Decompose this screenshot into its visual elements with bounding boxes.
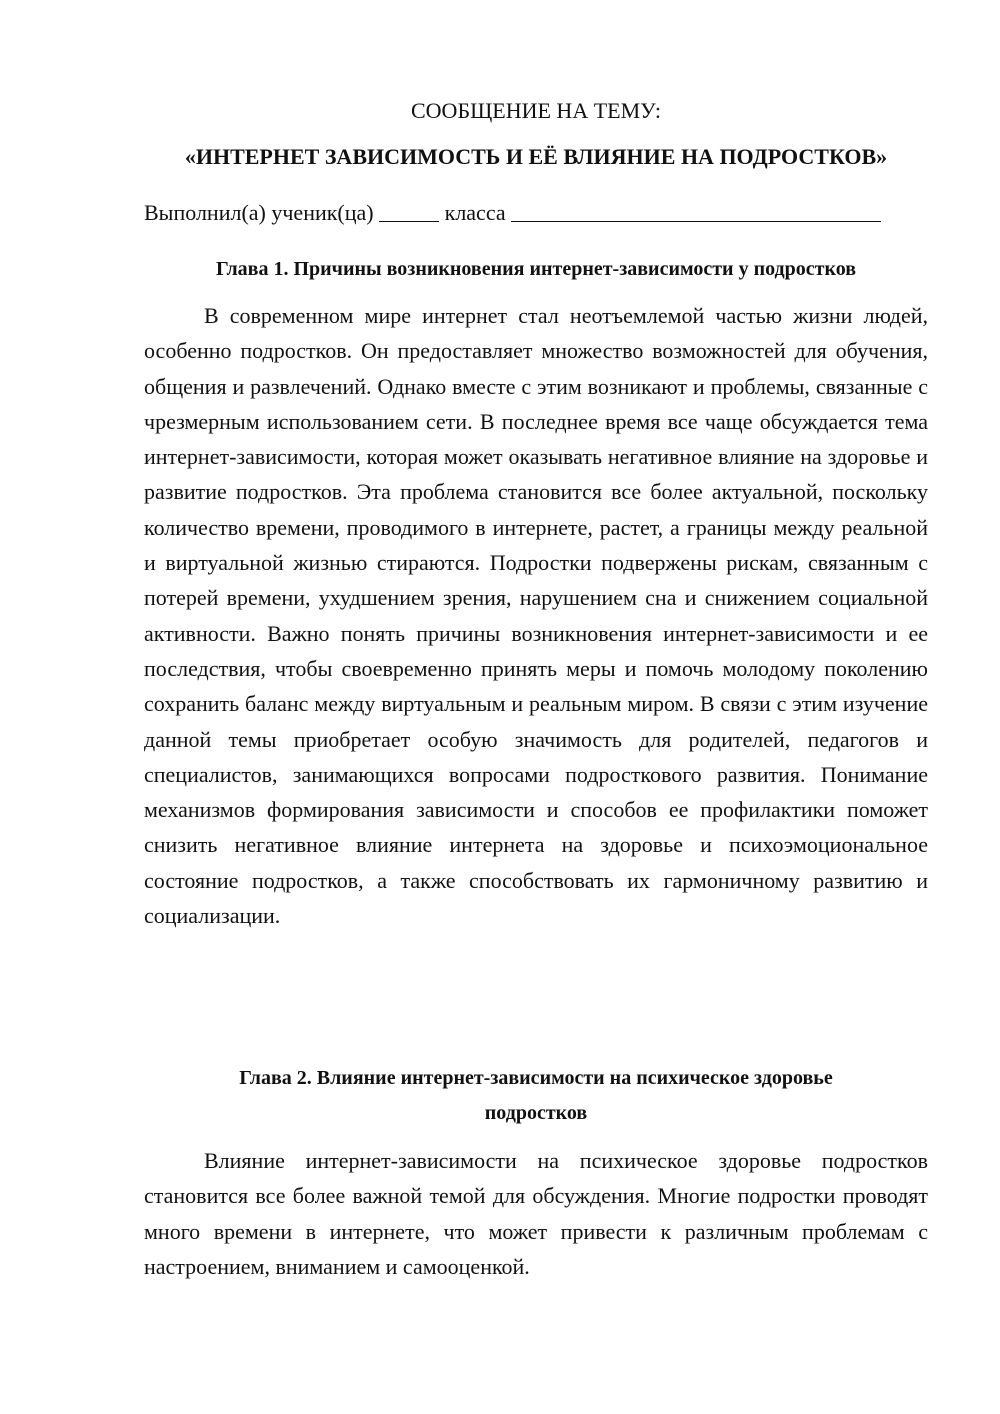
author-class-word: класса — [444, 200, 506, 225]
chapter-2-title-line-2: подростков — [484, 1102, 588, 1124]
chapter-1-paragraph: В современном мире интернет стал неотъемлемой частью жизни людей, особенно подростков. Он предоставляет множество возможностей для обучения, общения и развлечений. Однако вместе с этим возникают и проблемы, связанные с чрезмерным использованием сети. В последнее время все чаще обсуждается тема интернет-зависимости, которая может оказывать негативное влияние на здоровье и развитие подростков. Эта проблема становится все более актуальной, поскольку количество времени, проводимого в интернете, растет, а границы между реальной и виртуальной жизнью стираются. Подростки подвержены рискам, связанным с потерей времени, ухудшением зрения, нарушением сна и снижением социальной активности. Важно понять причины возникновения интернет-зависимости и ее последствия, чтобы своевременно принять меры и помочь молодому поколению сохранить баланс между виртуальным и реальным миром. В связи с этим изучение данной темы приобретает особую значимость для родителей, педагогов и специалистов, занимающихся вопросами подросткового развития. Понимание механизмов формирования зависимости и способов ее профилактики поможет снизить негативное влияние интернета на здоровье и психоэмоциональное состояние подростков, а также способствовать их гармоничному развитию и социализации. — [144, 303, 928, 929]
chapter-2-title-line-1: Глава 2. Влияние интернет-зависимости на психическое здоровье — [239, 1067, 833, 1089]
author-line — [144, 198, 928, 228]
chapter-2-paragraph: Влияние интернет-зависимости на психическое здоровье подростков становится все более важной темой для обсуждения. Многие подростки проводят много времени в интернете, что может привести к различным проблемам с настроением, вниманием и самооценкой. — [144, 1148, 928, 1279]
document-title: «ИНТЕРНЕТ ЗАВИСИМОСТЬ И ЕЁ ВЛИЯНИЕ НА ПОДРОСТКОВ» — [184, 144, 888, 169]
author-prefix: Выполнил(а) ученик(ца) — [144, 200, 374, 225]
chapter-2-title — [144, 1061, 928, 1131]
class-number-blank — [379, 199, 439, 222]
document-label: СООБЩЕНИЕ НА ТЕМУ: — [411, 98, 661, 123]
chapter-1-title: Глава 1. Причины возникновения интернет-зависимости у подростков — [215, 258, 857, 280]
author-name-blank — [511, 199, 881, 222]
